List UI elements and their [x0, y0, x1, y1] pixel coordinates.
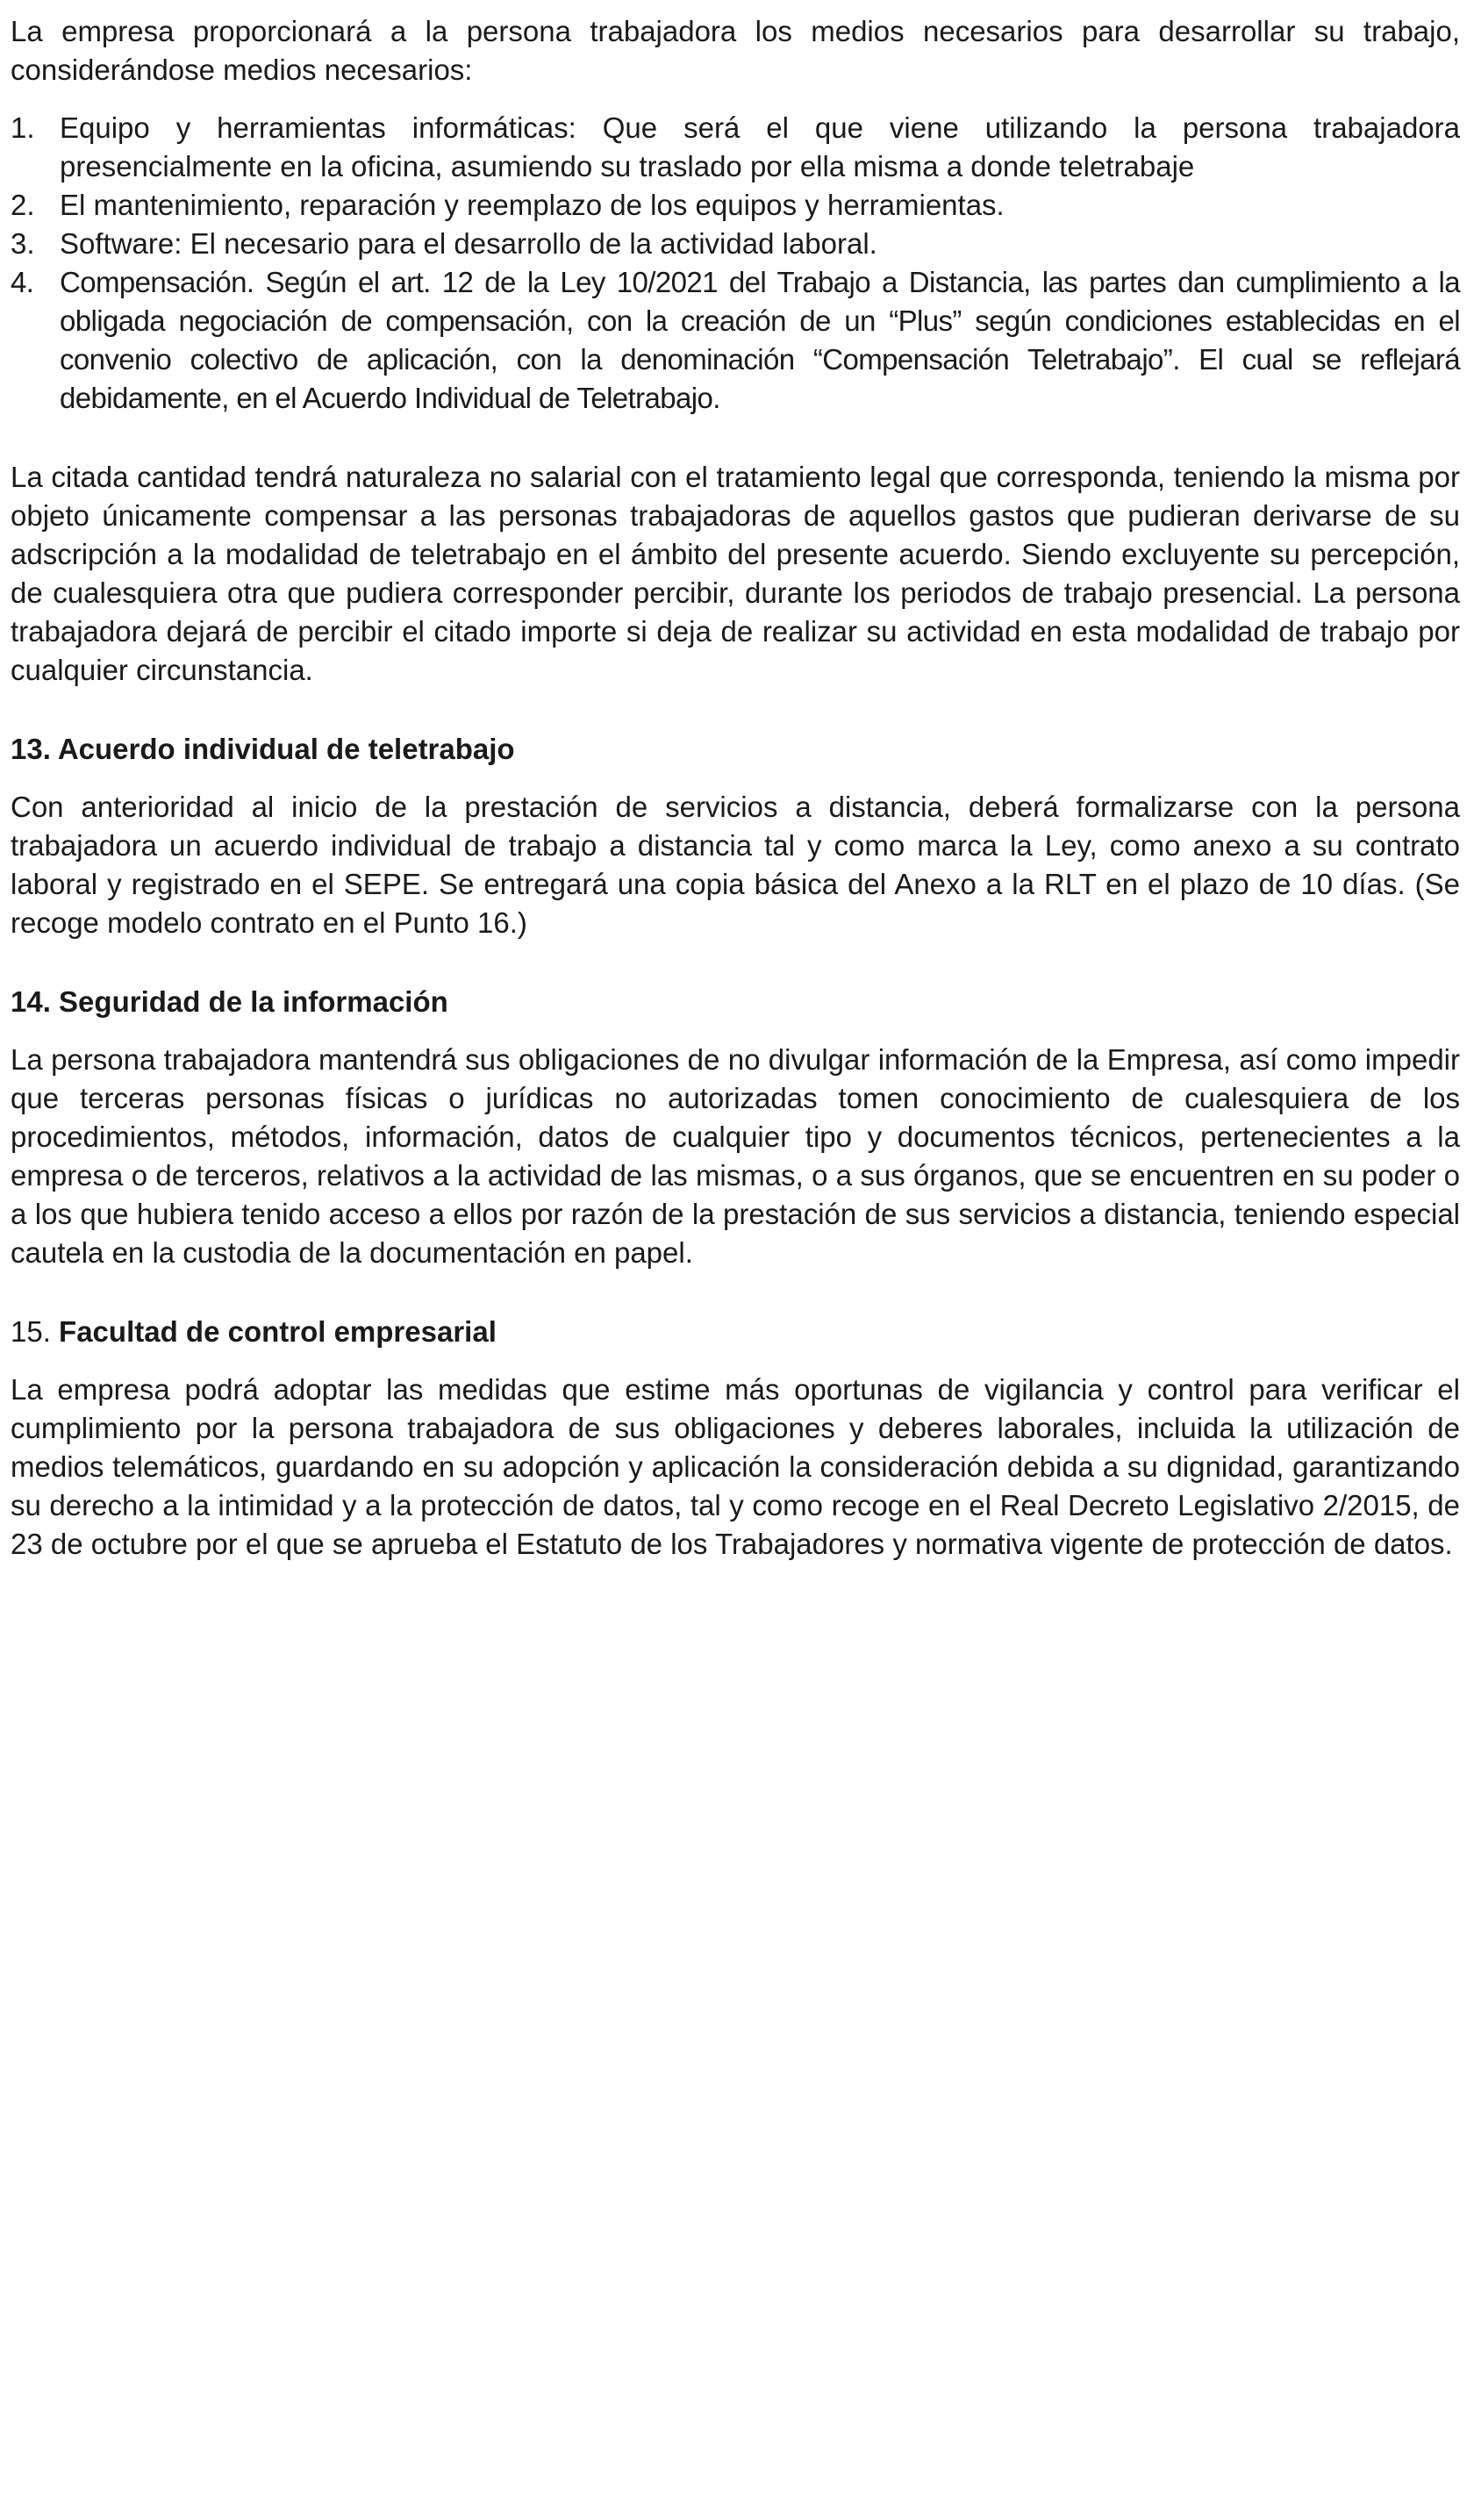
section-title: Facultad de control empresarial [59, 1315, 497, 1348]
section-heading-13 [11, 730, 1460, 769]
list-item [11, 263, 1460, 418]
section-heading-14 [11, 983, 1460, 1021]
section-title: Seguridad de la información [59, 985, 448, 1018]
compensation-paragraph: La citada cantidad tendrá naturaleza no salarial con el tratamiento legal que corresponda, teniendo la misma por objeto únicamente compensar a las personas trabajadoras de aquellos gastos que pudieran derivarse de su adscripción a la modalidad de teletrabajo en el ámbito del presente acuerdo. Siendo excluyente su percepción, de cualesquiera otra que pudiera corresponder percibir, durante los periodos de trabajo presencial. La persona trabajadora dejará de percibir el citado importe si deja de realizar su actividad en esta modalidad de trabajo por cualquier circunstancia. [11, 461, 1460, 686]
list-item-text: Equipo y herramientas informáticas: Que será el que viene utilizando la persona trabajadora presencialmente en la oficina, asumiendo su traslado por ella misma a donde teletrabaje [60, 111, 1460, 183]
section-number: 14. [11, 985, 51, 1018]
list-item-text: Compensación. Según el art. 12 de la Ley 10/2021 del Trabajo a Distancia, las partes dan cumplimiento a la obligada negociación de compensación, con la creación de un “Plus” según condiciones establecidas en el convenio colectivo de aplicación, con la denominación “Compensación Teletrabajo”. El cual se reflejará debidamente, en el Acuerdo Individual de Teletrabajo. [60, 266, 1460, 414]
list-item [11, 225, 1460, 263]
intro-paragraph: La empresa proporcionará a la persona trabajadora los medios necesarios para desarrollar su trabajo, considerándose medios necesarios: [11, 15, 1460, 86]
document-page [11, 12, 1460, 1564]
list-item-number: 2. [11, 189, 35, 221]
list-item [11, 109, 1460, 186]
list-item [11, 186, 1460, 225]
list-item-text: El mantenimiento, reparación y reemplazo de los equipos y herramientas. [60, 189, 1005, 221]
list-item-number: 3. [11, 227, 35, 260]
section-body-13: Con anterioridad al inicio de la prestación de servicios a distancia, deberá formalizarse con la persona trabajadora un acuerdo individual de trabajo a distancia tal y como marca la Ley, como anexo a su contrato laboral y registrado en el SEPE. Se entregará una copia básica del Anexo a la RLT en el plazo de 10 días. (Se recoge modelo contrato en el Punto 16.) [11, 791, 1460, 939]
section-heading-15 [11, 1313, 1460, 1351]
section-body-14: La persona trabajadora mantendrá sus obligaciones de no divulgar información de la Empresa, así como impedir que terceras personas físicas o jurídicas no autorizadas tomen conocimiento de cualesquiera de los procedimientos, métodos, información, datos de cualquier tipo y documentos técnicos, pertenecientes a la empresa o de terceros, relativos a la actividad de las mismas, o a sus órganos, que se encuentren en su poder o a los que hubiera tenido acceso a ellos por razón de la prestación de sus servicios a distancia, teniendo especial cautela en la custodia de la documentación en papel. [11, 1043, 1460, 1269]
list-item-number: 4. [11, 266, 34, 298]
list-item-text: Software: El necesario para el desarrollo de la actividad laboral. [60, 227, 877, 260]
means-list [11, 109, 1460, 418]
section-number: 13. [11, 733, 51, 765]
list-item-number: 1. [11, 111, 35, 144]
section-number: 15. [11, 1315, 51, 1348]
section-body-15: La empresa podrá adoptar las medidas que estime más oportunas de vigilancia y control para verificar el cumplimiento por la persona trabajadora de sus obligaciones y deberes laborales, incluida la utilización de medios telemáticos, guardando en su adopción y aplicación la consideración debida a su dignidad, garantizando su derecho a la intimidad y a la protección de datos, tal y como recoge en el Real Decreto Legislativo 2/2015, de 23 de octubre por el que se aprueba el Estatuto de los Trabajadores y normativa vigente de protección de datos. [11, 1373, 1460, 1560]
section-title: Acuerdo individual de teletrabajo [57, 733, 515, 765]
